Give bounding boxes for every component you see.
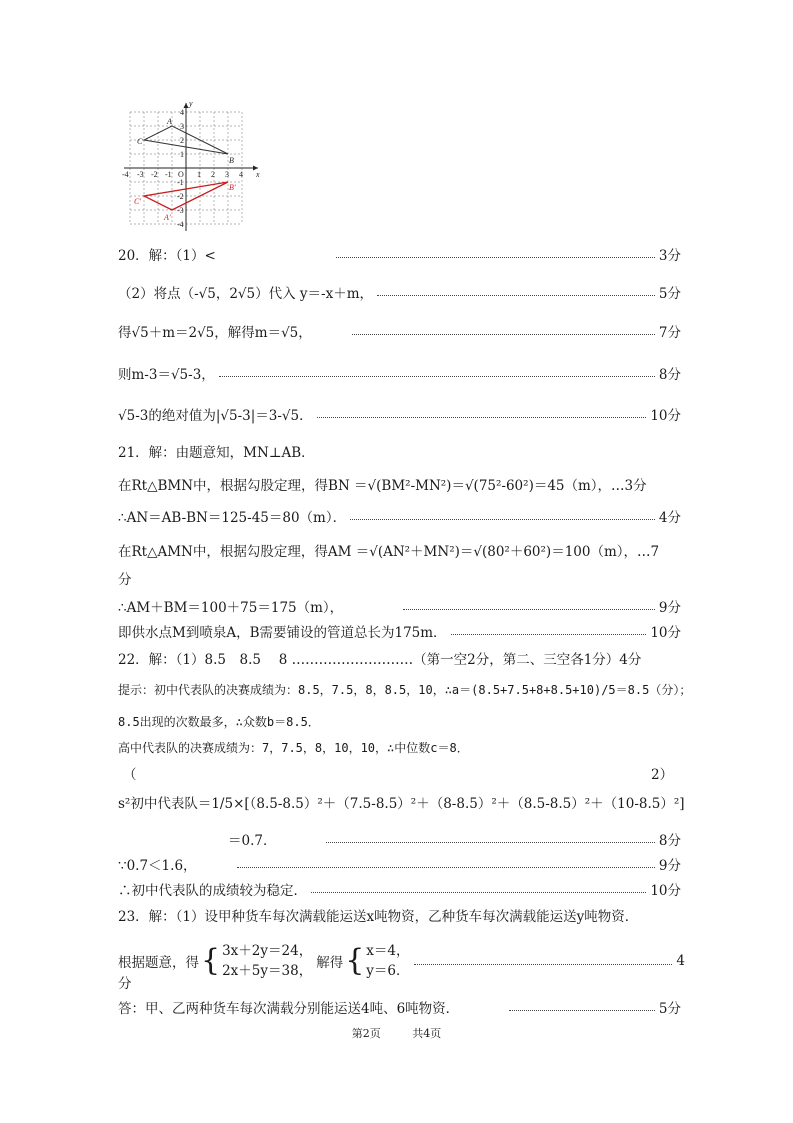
q20-line-5: [118, 404, 681, 424]
q23-sol-1: x＝4，: [366, 943, 410, 959]
q23-step-2-prefix: 根据题意，得: [118, 955, 199, 972]
score: 10分: [650, 408, 681, 424]
y-tick: -4: [177, 220, 184, 229]
brace-icon: {: [345, 943, 365, 979]
q21-step-3: ∴AN＝AB-BN＝125-45＝80（m）．: [118, 510, 347, 526]
q22-hint-3: [118, 739, 681, 756]
q20-step-4: 则m-3＝√5-3，: [118, 367, 215, 383]
q22-formula-text: s²初中代表队＝1/5×[（8.5-8.5）²＋（7.5-8.5）²＋（8-8.5）²＋（8.5-8.5）²＋（10-8.5）²]: [118, 796, 685, 812]
q23-line-1: [118, 905, 681, 925]
q21-line-4b: [118, 568, 681, 588]
q23-line-2b: [118, 972, 681, 992]
q22-hint-text-1: 提示：初中代表队的决赛成绩为：8.5，7.5，8，8.5，10，∴a＝(8.5+7.5+8+8.5+10)/5＝8.5（分）；: [118, 683, 692, 697]
q21-heading: 21．解：由题意知，MN⊥AB．: [118, 445, 315, 461]
y-tick: 4: [180, 108, 184, 117]
q22-hint-text-2: 8.5出现的次数最多，∴众数b＝8.5．: [118, 715, 320, 729]
y-tick: -2: [177, 192, 184, 201]
x-tick: -2: [151, 170, 158, 179]
score: 7分: [658, 325, 681, 341]
score: 10分: [650, 625, 681, 641]
q21-line-5: [118, 596, 681, 616]
x-tick: 1: [197, 170, 201, 179]
q22-conclusion: [118, 879, 681, 899]
q23-step-2-cont: 分: [118, 976, 132, 992]
x-axis-label: x: [256, 170, 260, 179]
q20-heading: 20．解：（1）<: [118, 248, 216, 264]
q22-hint-1: [118, 681, 692, 698]
q22-hint-text-3: 高中代表队的决赛成绩为：7，7.5，8，10，10，∴中位数c＝8．: [118, 741, 469, 755]
page-footer: [0, 1025, 793, 1041]
point-label-a-prime: A': [164, 213, 171, 222]
q20-step-5: √5-3的绝对值为|√5-3|＝3-√5．: [118, 408, 313, 424]
score: 5分: [658, 286, 681, 302]
q23-heading: 23．解：（1）设甲种货车每次满载能运送x吨物资，乙种货车每次满载能运送y吨物资．: [118, 909, 639, 925]
y-axis-label: y: [189, 100, 193, 108]
q22-compare: [118, 854, 681, 874]
q20-line-3: [118, 321, 681, 341]
q22-conclusion-text: ∴初中代表队的成绩较为稳定．: [118, 883, 307, 899]
x-tick: -3: [137, 170, 144, 179]
score: 4: [676, 953, 685, 970]
point-label-c: C: [137, 137, 143, 146]
q21-line-3: [118, 506, 681, 526]
score: 10分: [650, 883, 681, 899]
page-number: 第2页: [351, 1027, 381, 1040]
x-tick: 3: [225, 170, 229, 179]
y-tick: -3: [177, 206, 184, 215]
q23-line-3: [118, 997, 681, 1017]
y-tick: 3: [180, 122, 184, 131]
score: 8分: [658, 833, 681, 849]
origin-label: O: [178, 170, 184, 179]
q22-hint-2: [118, 713, 681, 730]
q22-paren-close: 2）: [651, 767, 674, 783]
q20-line-4: [118, 363, 681, 383]
q21-line-2: [118, 474, 681, 494]
q21-line-1: [118, 441, 681, 461]
q22-line-1: [118, 648, 681, 668]
q21-step-2: 在Rt△BMN中，根据勾股定理，得BN ＝√(BM²-MN²)＝√(75²-60²)＝45（m），…3分: [118, 478, 647, 494]
q21-step-4: 在Rt△AMN中，根据勾股定理，得AM ＝√(AN²＋MN²)＝√(80²＋60²)＝100（m），…7: [118, 544, 660, 560]
y-tick: -1: [177, 178, 184, 187]
x-tick: -1: [165, 170, 172, 179]
q22-variance-result: [228, 829, 681, 849]
point-label-c-prime: C': [134, 197, 142, 206]
q23-eq-2: 2x＋5y＝38，: [222, 963, 313, 980]
point-label-b-prime: B': [229, 183, 236, 192]
point-label-a: A: [167, 117, 172, 126]
page-total: 共4页: [412, 1027, 442, 1040]
q22-heading: 22．解：（1）8.5 8.5 8 ………………………（第一空2分，第二、三空各1分）4分: [118, 652, 642, 668]
x-tick: 4: [239, 170, 243, 179]
q23-sol-2: y＝6．: [366, 963, 410, 980]
q23-solve-label: 解得: [316, 955, 344, 972]
q21-step-4-cont: 分: [118, 572, 132, 588]
brace-icon: {: [201, 943, 221, 979]
y-tick: 2: [180, 136, 184, 145]
q20-line-1: [118, 244, 681, 264]
q20-line-2: [118, 282, 681, 302]
score: 9分: [658, 858, 681, 874]
q21-line-6: [118, 621, 681, 641]
q22-paren-open: （: [123, 767, 137, 783]
q21-step-6: 即供水点M到喷泉A，B需要铺设的管道总长为175m．: [118, 625, 447, 641]
score: 5分: [658, 1001, 681, 1017]
y-tick: 1: [180, 150, 184, 159]
score: 3分: [658, 248, 681, 264]
score: 9分: [658, 600, 681, 616]
q21-step-5: ∴AM＋BM＝100＋75＝175（m），: [118, 600, 344, 616]
x-tick: 2: [211, 170, 215, 179]
x-tick: -4: [122, 170, 129, 179]
q22-compare-text: ∵0.7＜1.6，: [118, 858, 197, 874]
score: 8分: [658, 367, 681, 383]
q21-line-4: [118, 540, 681, 560]
q20-step-3: 得√5＋m＝2√5，解得m＝√5，: [118, 325, 312, 341]
point-label-b: B: [229, 156, 234, 165]
q23-eq-1: 3x＋2y＝24，: [222, 943, 313, 959]
score: 4分: [658, 510, 681, 526]
coordinate-graph: [118, 100, 268, 235]
q22-variance-formula: [118, 792, 685, 812]
q20-step-2: （2）将点（-√5，2√5）代入 y＝-x＋m，: [118, 286, 374, 302]
q22-result-text: ＝0.7．: [228, 833, 277, 849]
q23-answer: 答：甲、乙两种货车每次满载分别能运送4吨、6吨物资．: [118, 1001, 460, 1017]
